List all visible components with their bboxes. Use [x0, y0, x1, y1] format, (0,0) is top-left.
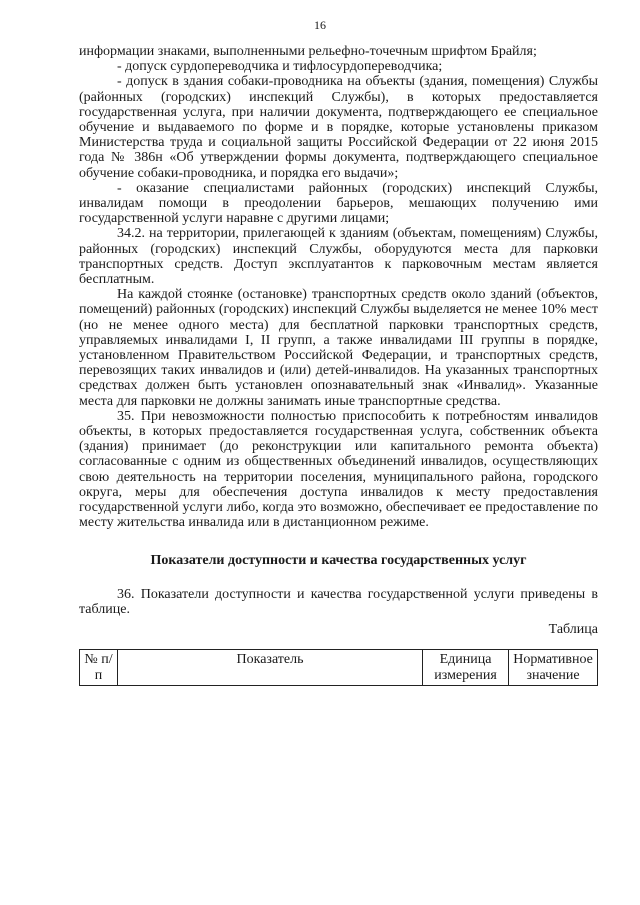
- header-number: № п/п: [80, 650, 118, 686]
- header-indicator: Показатель: [118, 650, 423, 686]
- paragraph-36: 36. Показатели доступности и качества государственной услуги приведены в таблице.: [79, 586, 598, 617]
- section-heading: Показатели доступности и качества государственных услуг: [150, 552, 527, 568]
- table-label: Таблица: [548, 622, 598, 638]
- indicators-table: [79, 649, 598, 686]
- header-unit: Единица измерения: [422, 650, 508, 686]
- paragraph-assistance: - оказание специалистами районных (городских) инспекций Службы, инвалидам помощи в преодолении барьеров, мешающих получению ими государственной услуги наравне с другими лицами;: [79, 180, 598, 227]
- paragraph-sign-interpreter: - допуск сурдопереводчика и тифлосурдопереводчика;: [117, 59, 443, 75]
- header-norm: Нормативное значение: [509, 650, 598, 686]
- table-header-row: [80, 650, 598, 686]
- paragraph-guide-dog: - допуск в здания собаки-проводника на объекты (здания, помещения) Службы (районных (городских) инспекций Службы), в которых предоставляется государственная услуга, при наличии документа, подтверждающего ее специальное обучение и выдаваемого по форме и в порядке, которые установлены приказом Министерства труда и социальной защиты Российской Федерации от 22 июня 2015 года № 386н «Об утверждении формы документа, подтверждающего специальное обучение собаки-проводника, и порядка его выдачи»;: [79, 74, 598, 181]
- document-body: [79, 44, 598, 686]
- paragraph-braille: информации знаками, выполненными рельефно-точечным шрифтом Брайля;: [79, 44, 537, 59]
- paragraph-parking: На каждой стоянке (остановке) транспортных средств около зданий (объектов, помещений) районных (городских) инспекций Службы выделяется не менее 10% мест (но не менее одного места) для бесплатной парковки транспортных средств, управляемых инвалидами I, II групп, а также инвалидами III группы в порядке, установленном Правительством Российской Федерации, и транспортных средств, перевозящих таких инвалидов и (или) детей-инвалидов. На указанных транспортных средствах должен быть установлен опознавательный знак «Инвалид». Указанные места для парковки не должны занимать иные транспортные средства.: [79, 287, 598, 409]
- page-number: 16: [314, 18, 326, 32]
- paragraph-34-2: 34.2. на территории, прилегающей к зданиям (объектам, помещениям) Службы, районных (городских) инспекций Службы, оборудуются места для парковки транспортных средств. Доступ эксплуатантов к парковочным местам является бесплатным.: [79, 226, 598, 288]
- paragraph-35: 35. При невозможности полностью приспособить к потребностям инвалидов объекты, в которых предоставляется государственная услуга, собственник объекта (здания) принимает (до реконструкции или капитального ремонта объекта) согласованные с одним из общественных объединений инвалидов, осуществляющих свою деятельность на территории поселения, муниципального района, городского округа, меры для обеспечения доступа инвалидов к месту предоставления государственной услуги либо, когда это возможно, обеспечивает ее предоставление по месту жительства инвалида или в дистанционном режиме.: [79, 408, 598, 531]
